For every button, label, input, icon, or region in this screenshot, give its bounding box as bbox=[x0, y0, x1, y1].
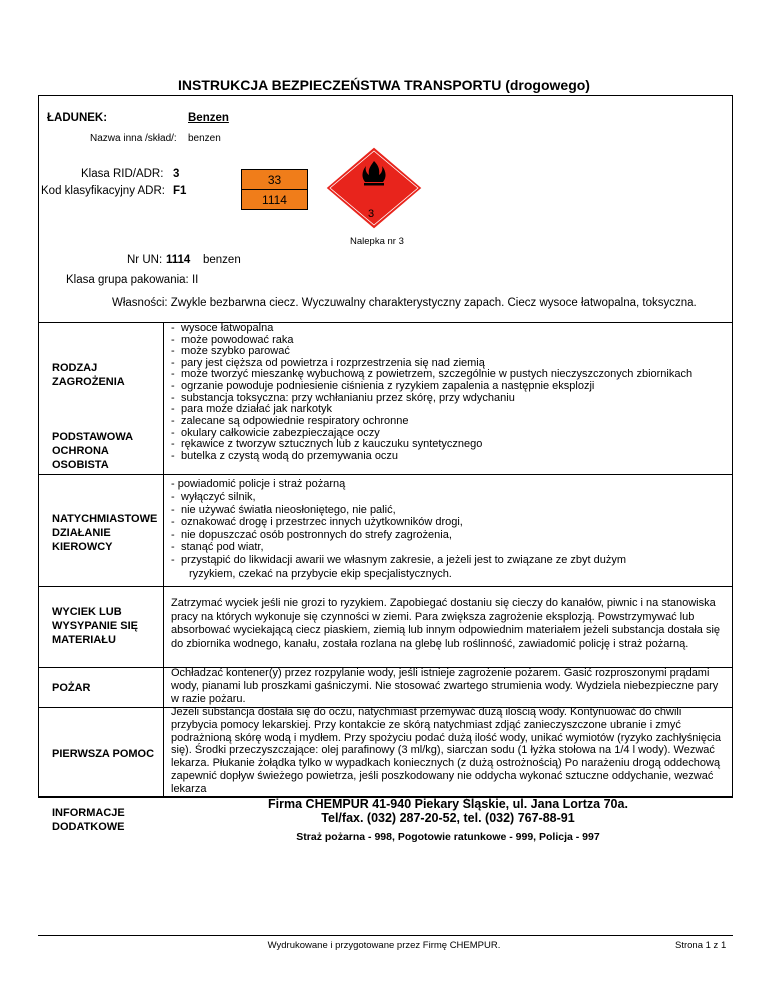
list-item: - może powodować raka bbox=[171, 335, 692, 347]
company-phone: Tel/fax. (032) 287-20-52, tel. (032) 767-88-91 bbox=[321, 811, 575, 825]
flammable-liquid-diamond-icon bbox=[326, 147, 424, 230]
list-item: - zalecane są odpowiednie respiratory ochronne bbox=[171, 416, 482, 428]
document-title: INSTRUKCJA BEZPIECZEŃSTWA TRANSPORTU (drogowego) bbox=[178, 77, 590, 93]
page-number: Strona 1 z 1 bbox=[675, 940, 727, 951]
divider bbox=[38, 474, 733, 475]
hazard-label: RODZAJ ZAGROŻENIA bbox=[52, 362, 125, 388]
cargo-value: Benzen bbox=[188, 112, 229, 124]
spill-label: WYCIEK LUB WYSYPANIE SIĘ MATERIAŁU bbox=[52, 606, 138, 646]
list-item: - okulary całkowicie zabezpieczające oczy bbox=[171, 428, 482, 440]
first-aid-text: Jeżeli substancja dostała się do oczu, natychmiast przemywać dużą ilością wody. Kontynuować do chwili przybycia pomocy lekarskiej. Przy kontakcie ze skórą natychmiast zdjąć zanieczyszczone ubranie i zmyć podrażnioną skórę wodą i mydłem. Przy spożyciu podać dużą ilość wody, unikać wymiotów (ryzyko zachłyśnięcia się). Środki przeczyszczające: olej parafinowy (3 ml/kg), siarczan sodu (1 łyżka stołowa na 1/4 l wody). Wezwać lekarza. Płukanie żołądka tylko w wypadkach koniecznych (z dużą ostrożnością) Po narażeniu drogą oddechową zapewnić dopływ świeżego powietrza, jeśli poszkodowany nie oddycha wykonać sztuczne oddychanie, wezwać lekarza bbox=[171, 706, 722, 795]
list-item: - nie dopuszczać osób postronnych do strefy zagrożenia, bbox=[171, 529, 626, 542]
list-item: - stanąć pod wiatr, bbox=[171, 541, 626, 554]
properties: Własności: Zwykle bezbarwna ciecz. Wyczuwalny charakterystyczny zapach. Ciecz wysoce łatwopalna, toksyczna. bbox=[112, 297, 697, 309]
list-item: - rękawice z tworzyw sztucznych lub z kauczuku syntetycznego bbox=[171, 439, 482, 451]
class-label: Klasa RID/ADR: bbox=[81, 168, 164, 180]
code-value: F1 bbox=[173, 185, 187, 197]
list-item: - ogrzanie powoduje podniesienie ciśnienia z ryzykiem zapalenia a następnie eksplozji bbox=[171, 381, 692, 393]
printed-by: Wydrukowane i przygotowane przez Firmę CHEMPUR. bbox=[267, 940, 501, 951]
plate-un-number: 1114 bbox=[241, 189, 308, 210]
column-divider bbox=[163, 322, 164, 798]
additional-info-label: INFORMACJE DODATKOWE bbox=[52, 807, 125, 833]
cargo-label: ŁADUNEK: bbox=[47, 112, 108, 124]
driver-action-list bbox=[171, 491, 626, 566]
list-item: - przystąpić do likwidacji awarii we własnym zakresie, a jeżeli jest to związane ze zbyt dużym bbox=[171, 554, 626, 567]
driver-cont: ryzykiem, czekać na przybycie ekip specjalistycznych. bbox=[189, 568, 452, 580]
fire-label: POŻAR bbox=[52, 682, 91, 694]
list-item: - oznakować drogę i przestrzec innych użytkowników drogi, bbox=[171, 516, 626, 529]
list-item: - para może działać jak narkotyk bbox=[171, 404, 692, 416]
packing-group: Klasa grupa pakowania: II bbox=[66, 274, 199, 286]
protection-label: PODSTAWOWA OCHRONA OSOBISTA bbox=[52, 431, 133, 471]
driver-first-item: - powiadomić policje i straż pożarną bbox=[171, 478, 346, 490]
un-label: Nr UN: bbox=[127, 254, 163, 266]
other-name-value: benzen bbox=[188, 133, 221, 144]
driver-action-label: NATYCHMIASTOWE DZIAŁANIE KIEROWCY bbox=[52, 513, 158, 553]
un-name: benzen bbox=[203, 254, 241, 266]
list-item: - może tworzyć mieszankę wybuchową z powietrzem, szczególnie w pustych nieczyszczonych zbiornikach bbox=[171, 369, 692, 381]
first-aid-label: PIERWSZA POMOC bbox=[52, 748, 155, 760]
list-item: - może szybko parować bbox=[171, 346, 692, 358]
protection-list bbox=[171, 416, 482, 462]
hazard-list bbox=[171, 323, 692, 416]
divider bbox=[38, 586, 733, 587]
list-item: - pary jest cięższa od powietrza i rozprzestrzenia się nad ziemią bbox=[171, 358, 692, 370]
un-value: 1114 bbox=[166, 254, 191, 266]
spill-text: Zatrzymać wyciek jeśli nie grozi to ryzykiem. Zapobiegać dostaniu się cieczy do kanałów, piwnic i na stanowiska pracy na których wykonuje się czynności w ziemi. Para zwiększa zagrożenie eksplozją. Powstrzymywać lub absorbować wyciekającą ciecz piaskiem, ziemią lub innym odpowiednim materiałem jeżeli substancja dostała się do zbiornika wodnego, kanału, została rozlana na glebę lub roślinność, zawiadomić policję i straż pożarną. bbox=[171, 597, 721, 650]
list-item: - nie używać światła nieosłoniętego, nie palić, bbox=[171, 504, 626, 517]
footer-rule bbox=[38, 935, 733, 936]
list-item: - substancja toksyczna: przy wchłanianiu przez skórę, przy wdychaniu bbox=[171, 393, 692, 405]
plate-hazard-number: 33 bbox=[241, 169, 308, 190]
label-caption: Nalepka nr 3 bbox=[350, 236, 404, 247]
emergency-numbers: Straż pożarna - 998, Pogotowie ratunkowe - 999, Policja - 997 bbox=[296, 831, 600, 843]
diamond-number: 3 bbox=[368, 208, 375, 220]
list-item: - wyłączyć silnik, bbox=[171, 491, 626, 504]
class-value: 3 bbox=[173, 168, 180, 180]
list-item: - wysoce łatwopalna bbox=[171, 323, 692, 335]
other-name-label: Nazwa inna /skład/: bbox=[90, 133, 177, 144]
company-line: Firma CHEMPUR 41-940 Piekary Śląskie, ul. Jana Lortza 70a. bbox=[268, 797, 628, 811]
list-item: - butelka z czystą wodą do przemywania oczu bbox=[171, 451, 482, 463]
fire-text: Ochładzać kontener(y) przez rozpylanie wody, jeśli istnieje zagrożenie pożarem. Gasić rozproszonymi prądami wody, pianami lub proszkami gaśniczymi. Nie stosować zwartego strumienia wody. Wydziela niebezpieczne pary w razie pożaru. bbox=[171, 667, 719, 705]
code-label: Kod klasyfikacyjny ADR: bbox=[41, 185, 165, 197]
